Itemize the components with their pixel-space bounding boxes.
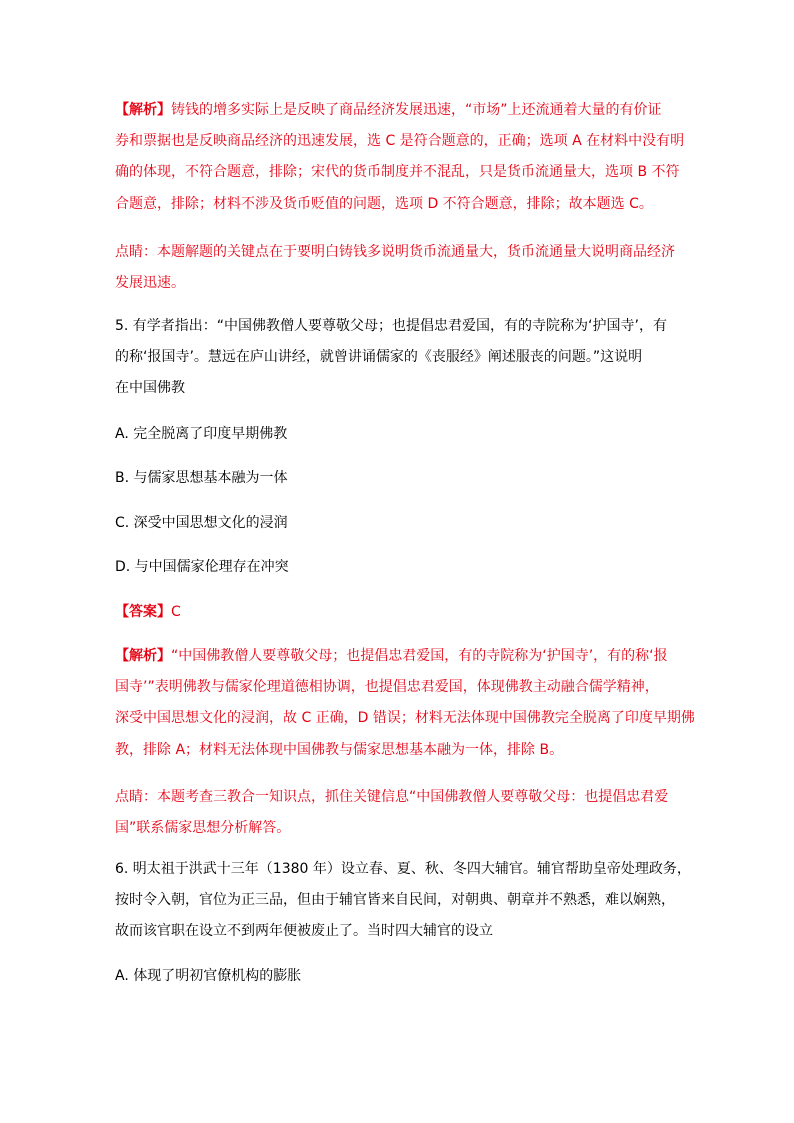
analysis-1-line-3: 确的体现，不符合题意，排除；宋代的货币制度并不混乱，只是货币流通量大，选项 B 不符 <box>115 164 680 180</box>
tip-1-line-1: 点睛：本题解题的关键点在于要明白铸钱多说明货币流通量大，货币流通量大说明商品经济 <box>115 244 675 260</box>
analysis-2-text-1: “中国佛教僧人要尊敬父母；也提倡忠君爱国，有的寺院称为‘护国寺’，有的称‘报 <box>171 648 668 664</box>
analysis-2-line-4: 教，排除 A；材料无法体现中国佛教与儒家思想基本融为一体，排除 B。 <box>115 742 564 758</box>
analysis-1-line-2: 券和票据也是反映商品经济的迅速发展，选 C 是符合题意的，正确；选项 A 在材料中没有明 <box>115 133 685 149</box>
question-5-line-1: 5. 有学者指出：“中国佛教僧人要尊敬父母；也提倡忠君爱国，有的寺院称为‘护国寺’，有 <box>115 318 667 334</box>
question-6-line-2: 按时令入朝，官位为正三品，但由于辅官皆来自民间，对朝典、朝章并不熟悉，难以娴熟， <box>115 892 675 908</box>
analysis-2-line-1 <box>115 646 668 666</box>
question-5-line-2: 的称‘报国寺’。慧远在庐山讲经，就曾讲诵儒家的《丧服经》阐述服丧的问题。”这说明 <box>115 349 643 365</box>
option-d: D. 与中国儒家伦理存在冲突 <box>115 559 289 575</box>
option-b: B. 与儒家思想基本融为一体 <box>115 470 288 486</box>
analysis-2-line-2: 国寺’”表明佛教与儒家伦理道德相协调，也提倡忠君爱国，体现佛教主动融合儒学精神， <box>115 679 659 695</box>
question-6-line-1: 6. 明太祖于洪武十三年（1380 年）设立春、夏、秋、冬四大辅官。辅官帮助皇帝处理政务， <box>115 861 691 877</box>
answer-label: 【答案】 <box>115 604 171 620</box>
answer-line <box>115 602 181 622</box>
tip-2-line-1: 点睛：本题考查三教合一知识点，抓住关键信息“中国佛教僧人要尊敬父母：也提倡忠君爱 <box>115 789 669 805</box>
analysis-1-line-4: 合题意，排除；材料不涉及货币贬值的问题，选项 D 不符合题意，排除；故本题选 C。 <box>115 196 653 212</box>
question-5-line-3: 在中国佛教 <box>115 380 185 396</box>
analysis-label: 【解析】 <box>115 102 171 118</box>
analysis-1-line-1 <box>115 100 662 120</box>
question-6-line-3: 故而该官职在设立不到两年便被废止了。当时四大辅官的设立 <box>115 923 493 939</box>
analysis-2-line-3: 深受中国思想文化的浸润，故 C 正确，D 错误；材料无法体现中国佛教完全脱离了印度早期佛 <box>115 710 695 726</box>
analysis-1-text-1: 铸钱的增多实际上是反映了商品经济发展迅速，“市场”上还流通着大量的有价证 <box>171 102 662 118</box>
q6-option-a: A. 体现了明初官僚机构的膨胀 <box>115 968 302 984</box>
option-a: A. 完全脱离了印度早期佛教 <box>115 426 288 442</box>
answer-value: C <box>171 604 181 620</box>
tip-1-line-2: 发展迅速。 <box>115 275 185 291</box>
option-c: C. 深受中国思想文化的浸润 <box>115 515 288 531</box>
analysis-label-2: 【解析】 <box>115 648 171 664</box>
tip-2-line-2: 国”联系儒家思想分析解答。 <box>115 820 291 836</box>
